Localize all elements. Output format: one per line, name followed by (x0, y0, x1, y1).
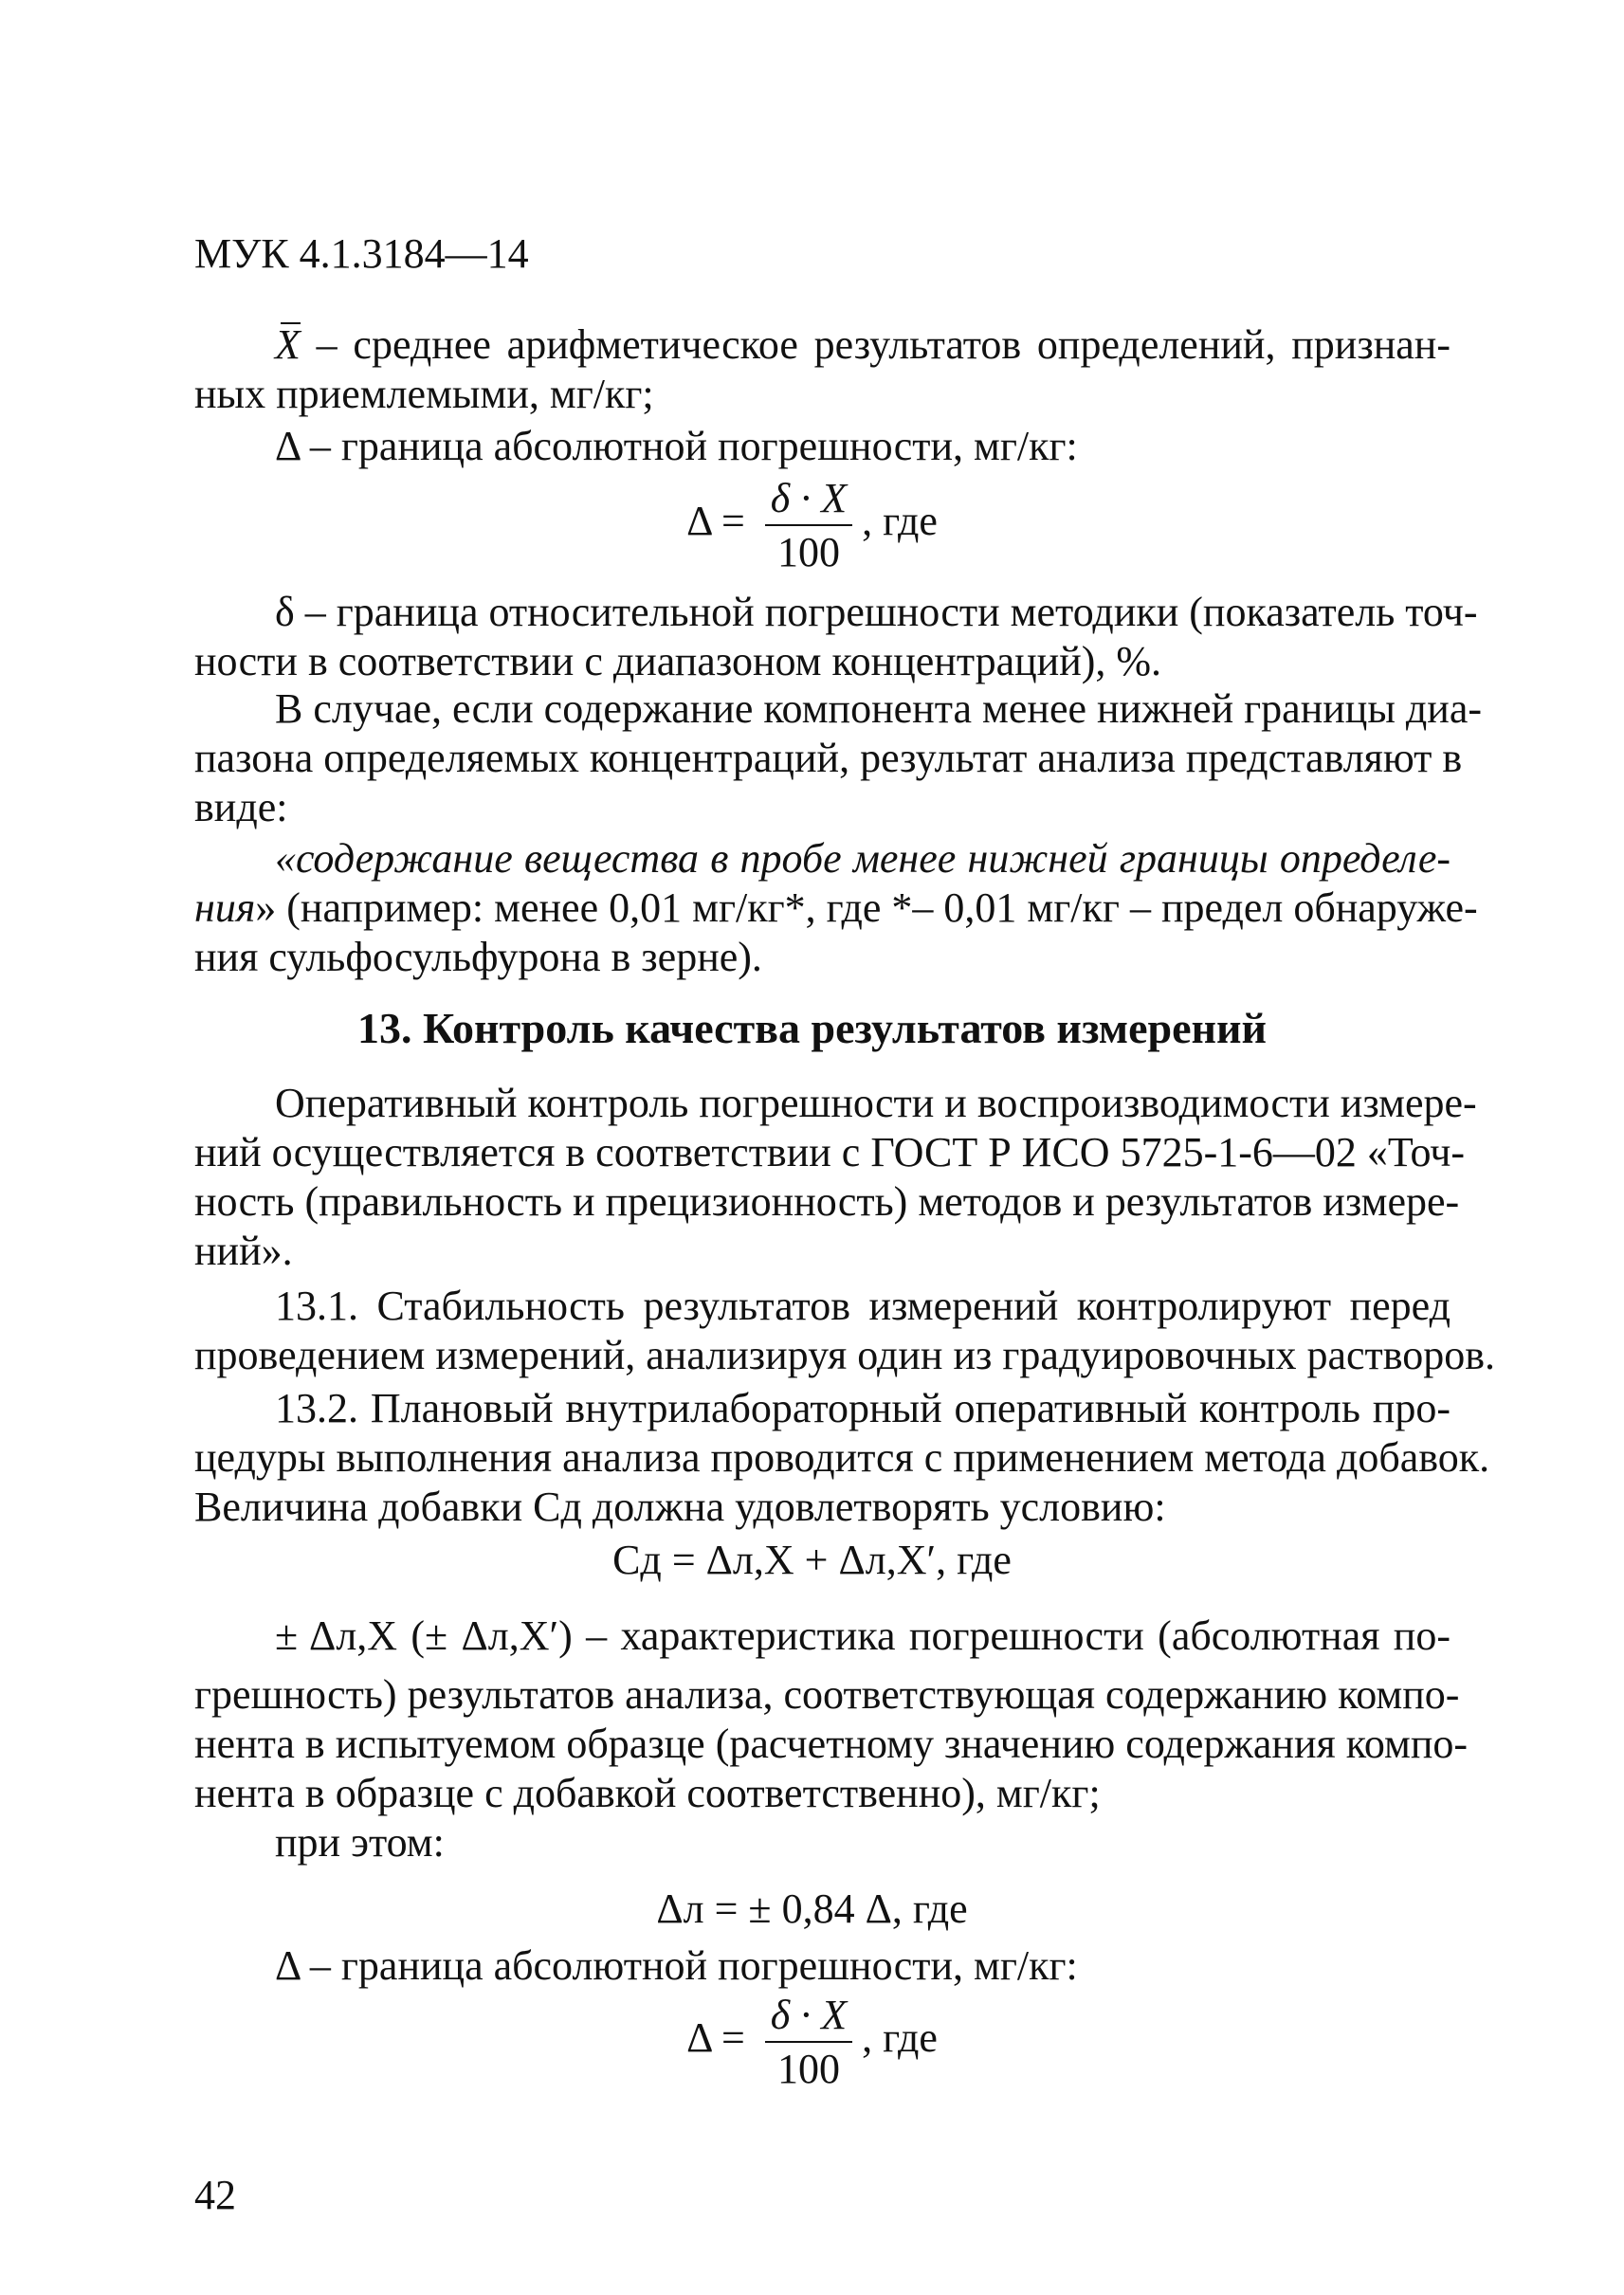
paragraph-example-line3: ния сульфосульфурона в зерне). (194, 934, 762, 980)
paragraph-case-line1: В случае, если содержание компонента менее нижней границы диа- (275, 685, 1483, 732)
paragraph-control-line3: ность (правильность и прецизионность) методов и результатов измере- (194, 1178, 1460, 1225)
definition-delta-rel-line2: ности в соответствии с диапазоном концентраций), %. (194, 638, 1162, 684)
paragraph-case-line2: пазона определяемых концентраций, результат анализа представляют в (194, 735, 1463, 781)
formula-delta-l: Δл = ± 0,84 Δ, где (656, 1885, 968, 1932)
document-header: МУК 4.1.3184—14 (194, 230, 529, 277)
definition-delta-line-2: Δ – граница абсолютной погрешности, мг/кг: (275, 1942, 1078, 1989)
definition-xbar-line2: ных приемлемыми, мг/кг; (194, 371, 654, 417)
paragraph-control-line1: Оперативный контроль погрешности и воспроизводимости измере- (275, 1080, 1477, 1126)
definition-xbar-line1: X – среднее арифметическое результатов определений, признан- (275, 321, 1451, 368)
paragraph-13-1-line2: проведением измерений, анализируя один из градуировочных растворов. (194, 1332, 1495, 1378)
page-number: 42 (194, 2172, 236, 2218)
paragraph-error-line5: при этом: (275, 1819, 445, 1866)
paragraph-error-line1: ± Δл,X (± Δл,X′) – характеристика погрешности (абсолютная по- (275, 1612, 1451, 1659)
fraction: $\frac{\delta \cdot X}{100}$ (765, 474, 852, 576)
paragraph-error-line3: нента в испытуемом образце (расчетному значению содержания компо- (194, 1721, 1469, 1767)
paragraph-control-line2: ний осуществляется в соответствии с ГОСТ Р ИСО 5725-1-6—02 «Точ- (194, 1129, 1466, 1175)
paragraph-error-line4: нента в образце с добавкой соответственно), мг/кг; (194, 1770, 1101, 1816)
definition-delta-line: Δ – граница абсолютной погрешности, мг/кг: (275, 423, 1078, 469)
paragraph-example-line1: «содержание вещества в пробе менее нижней границы определе- (275, 835, 1451, 882)
paragraph-13-2-line1: 13.2. Плановый внутрилабораторный оперативный контроль про- (275, 1385, 1451, 1431)
paragraph-example-line2: ния» (например: менее 0,01 мг/кг*, где *– 0,01 мг/кг – предел обнаруже- (194, 884, 1478, 931)
paragraph-error-line2: грешность) результатов анализа, соответствующая содержанию компо- (194, 1671, 1460, 1718)
paragraph-control-line4: ний». (194, 1228, 293, 1274)
x-mean-symbol: X (275, 321, 301, 368)
section-heading: 13. Контроль качества результатов измерений (356, 1004, 1268, 1052)
formula-delta-2: Δ = $\frac{\delta \cdot X}{100}$ , где (686, 1992, 938, 2092)
formula-delta: Δ = $\frac{\delta \cdot X}{100}$ , где (686, 475, 938, 575)
paragraph-13-1-line1: 13.1. Стабильность результатов измерений контролируют перед (275, 1283, 1451, 1329)
definition-delta-rel-line1: δ – граница относительной погрешности методики (показатель точ- (275, 589, 1478, 635)
formula-addition: Cд = Δл,X + Δл,X′, где (612, 1537, 1012, 1583)
fraction: $\frac{\delta \cdot X}{100}$ (765, 1991, 852, 2093)
paragraph-case-line3: виде: (194, 784, 288, 830)
paragraph-13-2-line3: Величина добавки Cд должна удовлетворять условию: (194, 1484, 1166, 1530)
paragraph-13-2-line2: цедуры выполнения анализа проводится с применением метода добавок. (194, 1434, 1490, 1481)
